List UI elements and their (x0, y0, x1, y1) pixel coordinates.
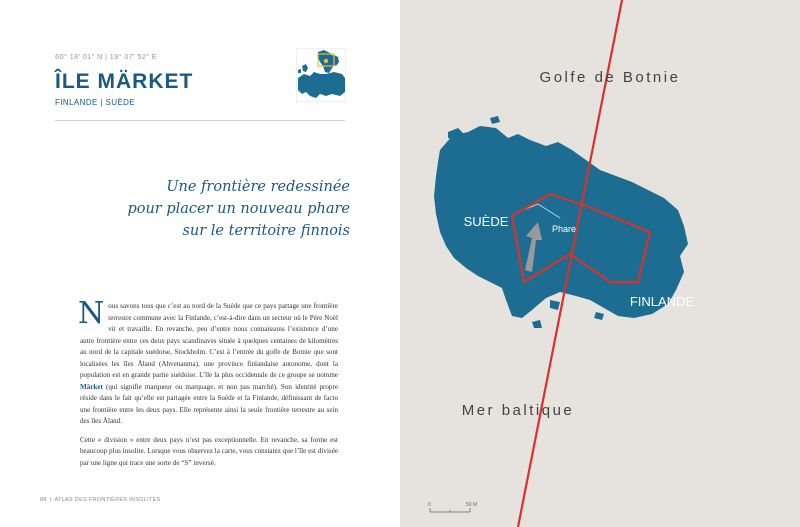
scale-end: 50 M (466, 502, 478, 508)
finland-label: FINLANDE (629, 294, 695, 309)
page-title: ÎLE MÄRKET (55, 70, 194, 93)
scale-start: 0 (428, 502, 431, 508)
sea-label: Mer baltique (461, 402, 575, 419)
tagline-line: sur le territoire finnois (182, 223, 350, 239)
paragraph-text: (qui signifie marqueur ou marquage, et non pas marché). Son identité propre réside dans le fait qu’elle est partagée entre la Suède et la Finlande, définissant de facto une frontière entre les deux pays. Elle représente ainsi la seule frontière terrestre au sein des îles Åland. (80, 382, 338, 425)
islet (594, 312, 604, 320)
page-number: 88 (40, 497, 47, 503)
header-divider (55, 120, 345, 121)
article-body (78, 296, 338, 476)
islet (550, 300, 560, 310)
gulf-label: Golfe de Botnie (539, 69, 681, 86)
highlighted-term: Märket (80, 382, 103, 391)
islet (490, 116, 500, 124)
coordinates: 60° 18′ 01″ N | 19° 07′ 52″ E (55, 52, 157, 61)
paragraph (78, 296, 338, 428)
tagline (100, 176, 350, 242)
lighthouse-label: Phare (552, 224, 577, 234)
europe-locator-map (296, 48, 346, 102)
map-page (400, 0, 800, 527)
island-map (400, 0, 800, 527)
paragraph: Cette « division » entre deux pays n’est pas exceptionnelle. En revanche, sa forme est beaucoup plus insolite. Lorsque vous observez la carte, vous constatez que l’île est divisée par une ligne qui trace une sorte de “S” inversé. (80, 435, 338, 467)
book-title: ATLAS DES FRONTIÈRES INSOLITES (54, 497, 161, 503)
tagline-line: pour placer un nouveau phare (127, 201, 350, 217)
scale-bar (428, 502, 477, 512)
sweden-label: SUÈDE (463, 214, 509, 229)
islet (532, 320, 542, 328)
tagline-line: Une frontière redessinée (166, 179, 350, 195)
page-subtitle: FINLANDE | SUÈDE (55, 98, 136, 107)
page-footer: 88 | ATLAS DES FRONTIÈRES INSOLITES (40, 497, 161, 503)
paragraph-text: ous savons tous que c’est au nord de la Suède que ce pays partage une frontière terrestre commune avec la Finlande, c’est-à-dire dans un secteur où le Père Noël vit et travaille. En revanche, peu d’entre nous connaissons l’existence d’une autre frontière entre ces deux pays scandinaves située à quelques centaines de kilomètres au nord de la capitale suédoise, Stockholm. C’est à l’entrée du golfe de Botnie que sont localisées les îles Åland (Ahvenanma), une province finlandaise autonome, dont la population est en grande partie suédoise. L’île la plus occidentale de ce groupe se nomme (80, 302, 338, 379)
dropcap: N (78, 296, 105, 331)
